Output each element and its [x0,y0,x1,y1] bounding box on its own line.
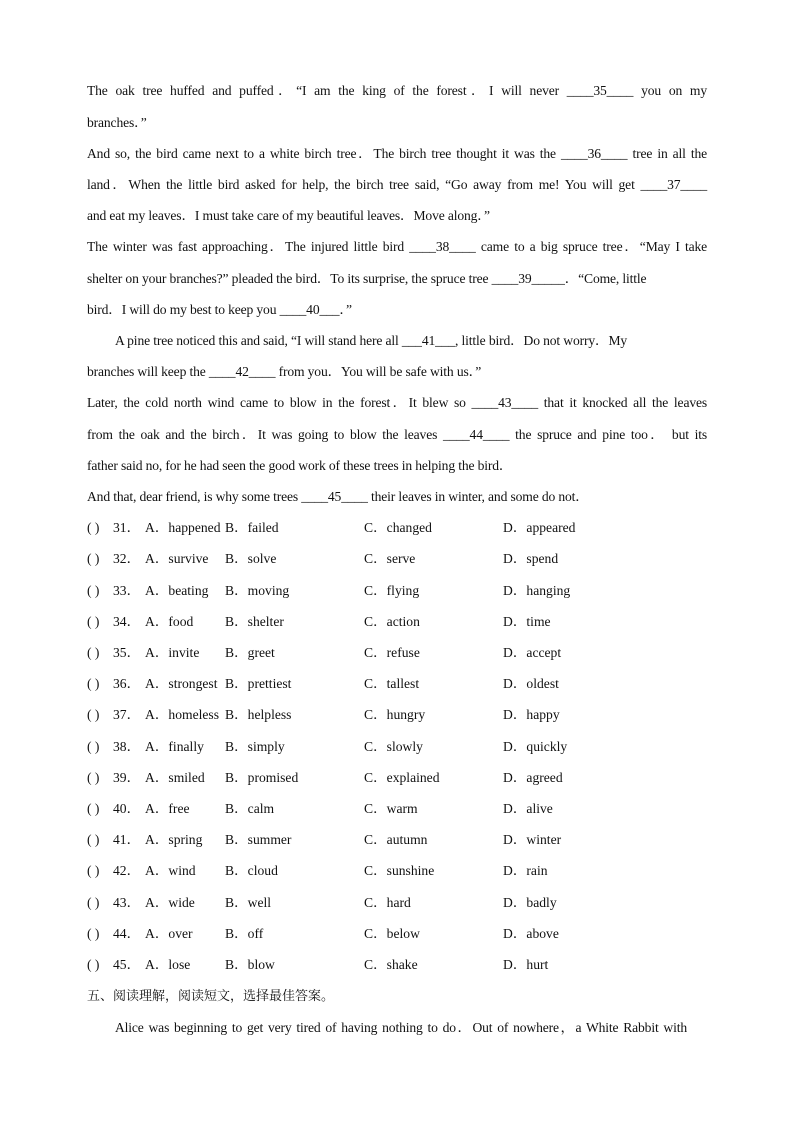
option-a: A．free [145,801,190,816]
option-a: A．over [145,926,193,941]
question-number: 32． [113,551,141,566]
option-d: D．time [503,614,551,629]
option-a: A．spring [145,832,203,847]
answer-blank[interactable]: ( ) [87,739,100,754]
option-a: A．smiled [145,770,205,785]
question-row-40 [87,799,707,819]
option-d: D．happy [503,707,560,722]
passage-line: branches．” [87,115,147,130]
option-d: D．above [503,926,559,941]
option-b: B．calm [225,801,275,816]
question-number: 44． [113,926,141,941]
option-d: D．agreed [503,770,563,785]
option-a: A．homeless [145,707,220,722]
answer-blank[interactable]: ( ) [87,583,100,598]
option-c: C．flying [364,583,420,598]
answer-blank[interactable]: ( ) [87,863,100,878]
passage-line: Later, the cold north wind came to blow in the forest．It blew so ____43____ that it knocked all the leaves [87,395,707,410]
option-c: C．refuse [364,645,420,660]
question-number: 40． [113,801,141,816]
question-row-32 [87,549,707,569]
option-d: D．accept [503,645,562,660]
question-number: 35． [113,645,141,660]
passage-line: bird．I will do my best to keep you ____40___．” [87,302,352,317]
option-c: C．slowly [364,739,423,754]
answer-blank[interactable]: ( ) [87,926,100,941]
question-number: 31． [113,520,141,535]
option-c: C．hungry [364,707,426,722]
answer-blank[interactable]: ( ) [87,676,100,691]
question-row-37 [87,705,707,725]
option-b: B．off [225,926,264,941]
answer-blank[interactable]: ( ) [87,895,100,910]
answer-blank[interactable]: ( ) [87,551,100,566]
passage-line: shelter on your branches?” pleaded the bird．To its surprise, the spruce tree ____39_____．“Come, little [87,271,647,286]
option-d: D．spend [503,551,559,566]
question-number: 39． [113,770,141,785]
section-5-title: 五、阅读理解，阅读短文，选择最佳答案。 [87,989,335,1004]
option-a: A．finally [145,739,204,754]
question-row-33 [87,581,707,601]
answer-blank[interactable]: ( ) [87,770,100,785]
question-row-38 [87,737,707,757]
option-b: B．simply [225,739,285,754]
passage-line: And so, the bird came next to a white birch tree．The birch tree thought it was the ____36____ tree in all the [87,146,707,161]
option-b: B．moving [225,583,290,598]
option-d: D．hurt [503,957,549,972]
question-number: 38． [113,739,141,754]
passage-line: The winter was fast approaching．The injured little bird ____38____ came to a big spruce tree．“May I take [87,239,707,254]
question-number: 43． [113,895,141,910]
answer-blank[interactable]: ( ) [87,707,100,722]
option-c: C．changed [364,520,432,535]
question-row-45 [87,955,707,975]
option-d: D．winter [503,832,562,847]
question-row-44 [87,924,707,944]
option-a: A．wide [145,895,195,910]
passage-line: land．When the little bird asked for help, the birch tree said, “Go away from me! You will get ____37____ [87,177,707,192]
answer-blank[interactable]: ( ) [87,614,100,629]
question-number: 36． [113,676,141,691]
option-c: C．below [364,926,420,941]
option-b: B．prettiest [225,676,292,691]
answer-blank[interactable]: ( ) [87,957,100,972]
option-c: C．sunshine [364,863,435,878]
option-d: D．oldest [503,676,559,691]
question-number: 37． [113,707,141,722]
passage-line: The oak tree huffed and puffed．“I am the king of the forest．I will never ____35____ you on my [87,83,707,98]
question-row-41 [87,830,707,850]
question-row-35 [87,643,707,663]
question-number: 45． [113,957,141,972]
option-d: D．appeared [503,520,576,535]
question-row-39 [87,768,707,788]
option-d: D．badly [503,895,557,910]
option-c: C．serve [364,551,416,566]
option-a: A．survive [145,551,209,566]
answer-blank[interactable]: ( ) [87,645,100,660]
option-b: B．promised [225,770,299,785]
option-a: A．wind [145,863,196,878]
option-c: C．tallest [364,676,420,691]
option-b: B．helpless [225,707,292,722]
option-b: B．shelter [225,614,284,629]
question-row-42 [87,861,707,881]
option-b: B．solve [225,551,277,566]
question-row-36 [87,674,707,694]
option-b: B．blow [225,957,275,972]
option-c: C．explained [364,770,440,785]
option-d: D．quickly [503,739,568,754]
passage-line: father said no, for he had seen the good work of these trees in helping the bird． [87,458,513,473]
option-a: A．lose [145,957,191,972]
option-d: D．alive [503,801,553,816]
option-c: C．warm [364,801,418,816]
passage-line: and eat my leaves．I must take care of my beautiful leaves．Move along．” [87,208,490,223]
option-b: B．failed [225,520,279,535]
passage-line: branches will keep the ____42____ from you．You will be safe with us．” [87,364,482,379]
option-d: D．hanging [503,583,571,598]
question-row-34 [87,612,707,632]
option-c: C．autumn [364,832,428,847]
passage-line: A pine tree noticed this and said, “I will stand here all ___41___, little bird．Do not worry．My [115,333,628,348]
passage-line: And that, dear friend, is why some trees ____45____ their leaves in winter, and some do not． [87,489,589,504]
option-c: C．shake [364,957,418,972]
option-c: C．action [364,614,420,629]
question-row-43 [87,893,707,913]
option-b: B．greet [225,645,275,660]
option-a: A．strongest [145,676,218,691]
option-b: B．well [225,895,272,910]
passage-line: from the oak and the birch．It was going to blow the leaves ____44____ the spruce and pine too． but its [87,427,707,442]
question-number: 41． [113,832,141,847]
question-number: 34． [113,614,141,629]
option-b: B．summer [225,832,292,847]
option-a: A．beating [145,583,209,598]
option-d: D．rain [503,863,548,878]
option-a: A．happened [145,520,221,535]
question-number: 42． [113,863,141,878]
option-a: A．invite [145,645,200,660]
option-a: A．food [145,614,194,629]
question-number: 33． [113,583,141,598]
reading-passage-first-line: Alice was beginning to get very tired of having nothing to do．Out of nowhere，a White Rabbit with [115,1020,687,1035]
answer-blank[interactable]: ( ) [87,520,100,535]
option-b: B．cloud [225,863,278,878]
answer-blank[interactable]: ( ) [87,801,100,816]
answer-blank[interactable]: ( ) [87,832,100,847]
question-row-31 [87,518,707,538]
option-c: C．hard [364,895,411,910]
